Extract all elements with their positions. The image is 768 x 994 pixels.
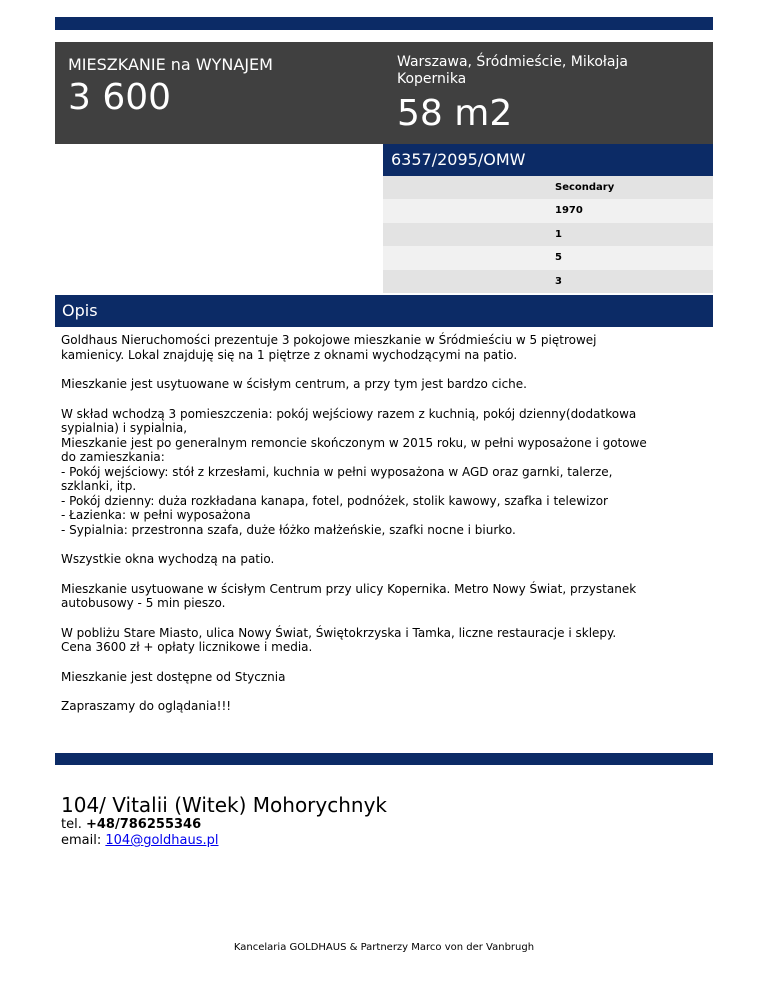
detail-row-market: Secondary xyxy=(383,176,713,199)
detail-row-year: 1970 xyxy=(383,199,713,222)
details-table xyxy=(383,176,713,293)
description-paragraph: Goldhaus Nieruchomości prezentuje 3 pokojowe mieszkanie w Śródmieściu w 5 piętrowej kamienicy. Lokal znajduję się na 1 piętrze z oknami wychodzącymi na patio. xyxy=(61,333,597,362)
footer-text: Kancelaria GOLDHAUS & Partnerzy Marco von der Vanbrugh xyxy=(233,942,535,953)
offer-summary xyxy=(55,42,383,144)
description-paragraph: Mieszkanie jest usytuowane w ścisłym centrum, a przy tym jest bardzo ciche. xyxy=(61,377,527,391)
description-paragraph: Zapraszamy do oglądania!!! xyxy=(61,699,232,713)
section-divider-bar xyxy=(55,753,713,765)
description-paragraph: Wszystkie okna wychodzą na patio. xyxy=(61,552,275,566)
description-paragraph: Mieszkanie usytuowane w ścisłym Centrum przy ulicy Kopernika. Metro Nowy Świat, przystanek autobusowy - 5 min pieszo. xyxy=(61,581,637,610)
agent-contact xyxy=(61,817,218,849)
description-body xyxy=(61,333,661,729)
reference-number-bar xyxy=(383,144,713,176)
phone-line xyxy=(61,817,218,833)
email-line xyxy=(61,833,218,849)
address: Warszawa, Śródmieście, Mikołaja Kopernika xyxy=(397,54,628,87)
email-link[interactable]: 104@goldhaus.pl xyxy=(105,833,219,848)
description-paragraph: Mieszkanie jest dostępne od Stycznia xyxy=(61,669,286,684)
phone-label: tel. xyxy=(61,817,82,832)
description-header xyxy=(55,295,713,327)
detail-row-floor: 1 xyxy=(383,223,713,246)
description-paragraph: W pobliżu Stare Miasto, ulica Nowy Świat, Świętokrzyska i Tamka, liczne restauracje i sklepy. Cena 3600 zł + opłaty licznikowe i media. xyxy=(61,625,617,654)
email-label: email: xyxy=(61,833,102,848)
reference-number: 6357/2095/OMW xyxy=(391,150,526,169)
offer-type: MIESZKANIE na WYNAJEM xyxy=(68,55,273,74)
description-title: Opis xyxy=(62,301,98,320)
area: 58 m2 xyxy=(397,93,513,134)
description-paragraph: W skład wchodzą 3 pomieszczenia: pokój wejściowy razem z kuchnią, pokój dzienny(dodatkowa sypialnia) i sypialnia, Mieszkanie jest po generalnym remoncie skończonym w 2015 roku, w pełni wyposażone i gotowe do zamieszkania: - Pokój wejściowy: stół z krzesłami, kuchnia w pełni wyposażona w AGD oraz garnki, talerze, szklanki, itp. - Pokój dzienny: duża rozkładana kanapa, fotel, podnóżek, stolik kawowy, szafka i telewizor - Łazienka: w pełni wyposażona - Sypialnia: przestronna szafa, duże łóżko małżeńskie, szafki nocne i biurko. xyxy=(61,406,647,537)
location-summary xyxy=(383,42,713,144)
detail-row-floors-total: 5 xyxy=(383,246,713,269)
price: 3 600 xyxy=(68,77,172,118)
detail-row-rooms: 3 xyxy=(383,270,713,293)
top-decor-bar xyxy=(55,17,713,30)
agent-name: 104/ Vitalii (Witek) Mohorychnyk xyxy=(61,793,388,817)
phone-number: +48/786255346 xyxy=(85,817,202,832)
